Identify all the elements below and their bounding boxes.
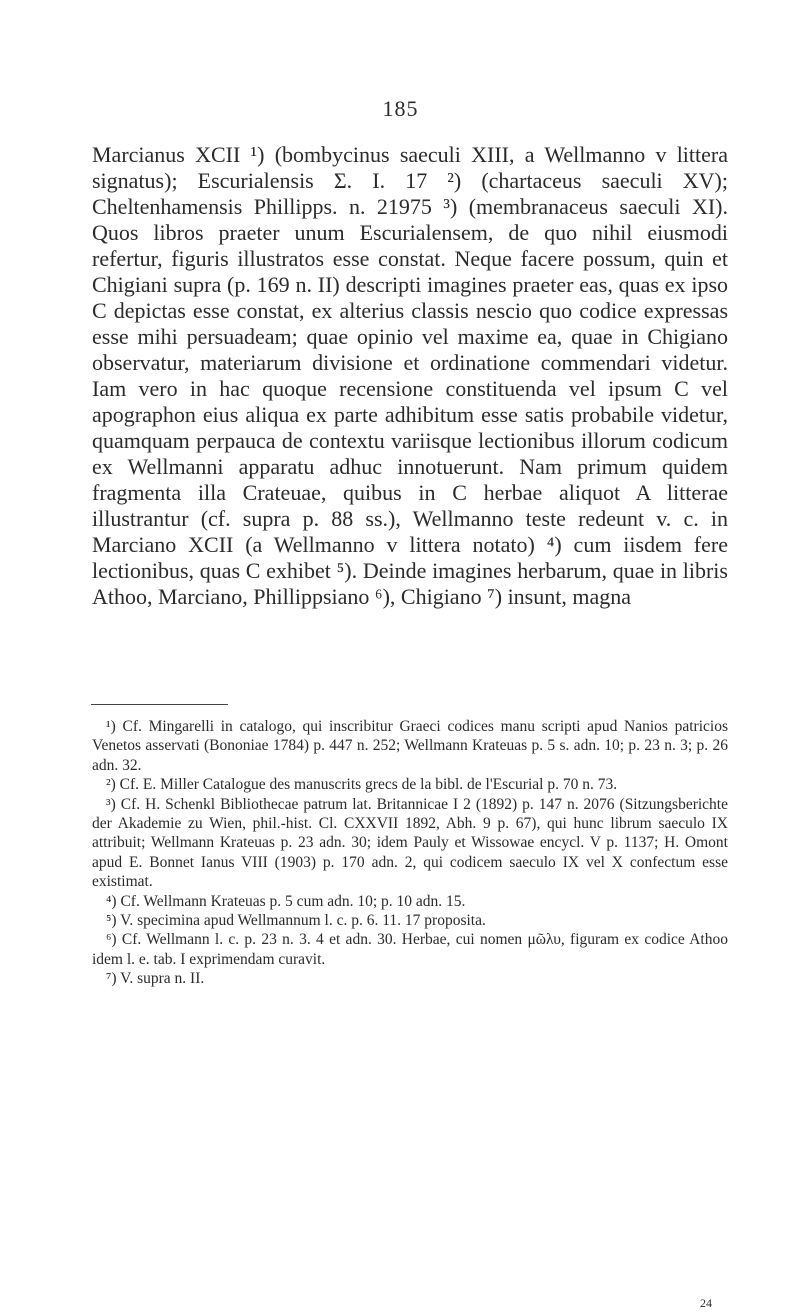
footnote-1: ¹) Cf. Mingarelli in catalogo, qui inscribitur Graeci codices manu scripti apud Nanios patricios Venetos asservati (Bononiae 1784) p. 447 n. 252; Wellmann Krateuas p. 5 s. adn. 10; p. 23 n. 3; p. 26 adn. 32. xyxy=(92,718,728,774)
signature-mark: 24 xyxy=(700,1296,712,1310)
paragraph-1: Marcianus XCII ¹) (bombycinus saeculi XIII, a Wellmanno v littera signatus); Escurialensis Σ. I. 17 ²) (chartaceus saeculi XV); Cheltenhamensis Phillipps. n. 21975 ³) (membranaceus saeculi XI). Quos libros praeter unum Escurialensem, de quo nihil eiusmodi refertur, figuris illustratos esse constat. Neque facere possum, quin et Chigiani supra (p. 169 n. II) descripti imagines praeter eas, quas ex ipso C depictas esse constat, ex alterius classis nescio quo codice expressas esse mihi persuadeam; quae opinio vel maxime ea, quae in Chigiano observatur, materiarum divisione et ordinatione commendari videtur. xyxy=(92,142,728,375)
page-number: 185 xyxy=(382,96,419,121)
footnote-4: ⁴) Cf. Wellmann Krateuas p. 5 cum adn. 10; p. 10 adn. 15. xyxy=(106,892,466,910)
footnote-5: ⁵) V. specimina apud Wellmannum l. c. p. 6. 11. 17 proposita. xyxy=(106,912,486,930)
footnote-6: ⁶) Cf. Wellmann l. c. p. 23 n. 3. 4 et adn. 30. Herbae, cui nomen μῶλυ, figuram ex codice Athoo idem l. e. tab. I exprimendam curavit. xyxy=(92,931,728,968)
footnote-7: ⁷) V. supra n. II. xyxy=(106,970,205,988)
body-text xyxy=(92,142,728,610)
paragraph-2: Iam vero in hac quoque recensione constituenda vel ipsum C vel apographon eius aliqua ex parte adhibitum esse satis probabile videtur, quamquam perpauca de contextu variisque lectionibus illorum codicum ex Wellmanni apparatu adhuc innotuerunt. Nam primum quidem fragmenta illa Crateuae, quibus in C herbae aliquot A litterae illustrantur (cf. supra p. 88 ss.), Wellmanno teste redeunt v. c. in Marciano XCII (a Wellmanno v littera notato) ⁴) cum iisdem fere lectionibus, quas C exhibet ⁵). Deinde imagines herbarum, quae in libris Athoo, Marciano, Phillippsiano ⁶), Chigiano ⁷) insunt, magna xyxy=(92,376,728,609)
footnotes xyxy=(92,717,728,989)
footnote-rule xyxy=(91,704,228,705)
footnote-3: ³) Cf. H. Schenkl Bibliothecae patrum lat. Britannicae I 2 (1892) p. 147 n. 2076 (Sitzungsberichte der Akademie zu Wien, phil.-hist. Cl. CXXVII 1892, Abh. 9 p. 67), qui hunc librum saeculo IX attribuit; Wellmann Krateuas p. 23 adn. 30; idem Pauly et Wissowae encycl. V p. 1137; H. Omont apud E. Bonnet Ianus VIII (1903) p. 170 adn. 2, qui codicem saeculo IX vel X confectum esse existimat. xyxy=(92,795,728,891)
footnote-2: ²) Cf. E. Miller Catalogue des manuscrits grecs de la bibl. de l'Escurial p. 70 n. 73. xyxy=(106,776,618,794)
